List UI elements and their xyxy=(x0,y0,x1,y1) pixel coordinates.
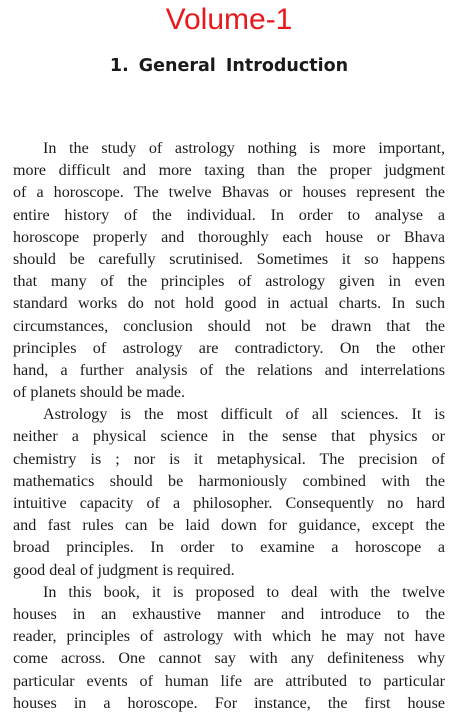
text-line: should be carefully scrutinised. Sometimes it so happens xyxy=(13,250,445,268)
text-line: broad principles. In order to examine a horoscope a xyxy=(13,539,445,557)
text-line: reader, principles of astrology with which he may not have xyxy=(13,628,445,646)
text-line: good deal of judgment is required. xyxy=(13,561,235,579)
text-line: mathematics should be harmoniously combined with the xyxy=(13,472,445,490)
text-line: In the study of astrology nothing is more important, xyxy=(43,140,445,157)
text-line: hand, a further analysis of the relations and interrelations xyxy=(13,361,445,379)
text-line: come across. One cannot say with any definiteness why xyxy=(13,650,445,668)
body-text xyxy=(13,138,445,715)
text-line: more difficult and more taxing than the proper judgment xyxy=(13,162,445,180)
text-line: neither a physical science in the sense that physics or xyxy=(13,428,445,446)
text-line: standard works do not hold good in actual charts. In such xyxy=(13,295,445,313)
text-line: of planets should be made. xyxy=(13,384,186,402)
text-line: that many of the principles of astrology given in even xyxy=(13,273,445,291)
chapter-title: 1. General Introduction xyxy=(109,56,349,76)
text-line: entire history of the individual. In order to analyse a xyxy=(13,206,445,224)
text-line: and fast rules can be laid down for guidance, except the xyxy=(13,517,445,535)
text-line: houses in a horoscope. For instance, the first house xyxy=(13,694,445,712)
text-line: In this book, it is proposed to deal with the twelve xyxy=(43,583,445,601)
text-line: principles of astrology are contradictory. On the other xyxy=(13,339,445,357)
text-line: intuitive capacity of a philosopher. Consequently no hard xyxy=(13,495,445,512)
text-line: horoscope properly and thoroughly each house or Bhava xyxy=(13,228,445,246)
paragraph xyxy=(13,404,445,582)
text-line: of a horoscope. The twelve Bhavas or houses represent the xyxy=(13,184,445,202)
paragraph xyxy=(13,138,445,404)
text-line: houses in an exhaustive manner and introduce to the xyxy=(13,605,445,623)
text-line: Astrology is the most difficult of all sciences. It is xyxy=(43,406,445,424)
volume-label: Volume-1 xyxy=(165,3,293,36)
text-line: circumstances, conclusion should not be drawn that the xyxy=(13,317,445,335)
paragraph xyxy=(13,582,445,715)
text-line: chemistry is ; nor is it metaphysical. The precision of xyxy=(13,450,445,468)
text-line: particular events of human life are attributed to particular xyxy=(13,672,445,690)
